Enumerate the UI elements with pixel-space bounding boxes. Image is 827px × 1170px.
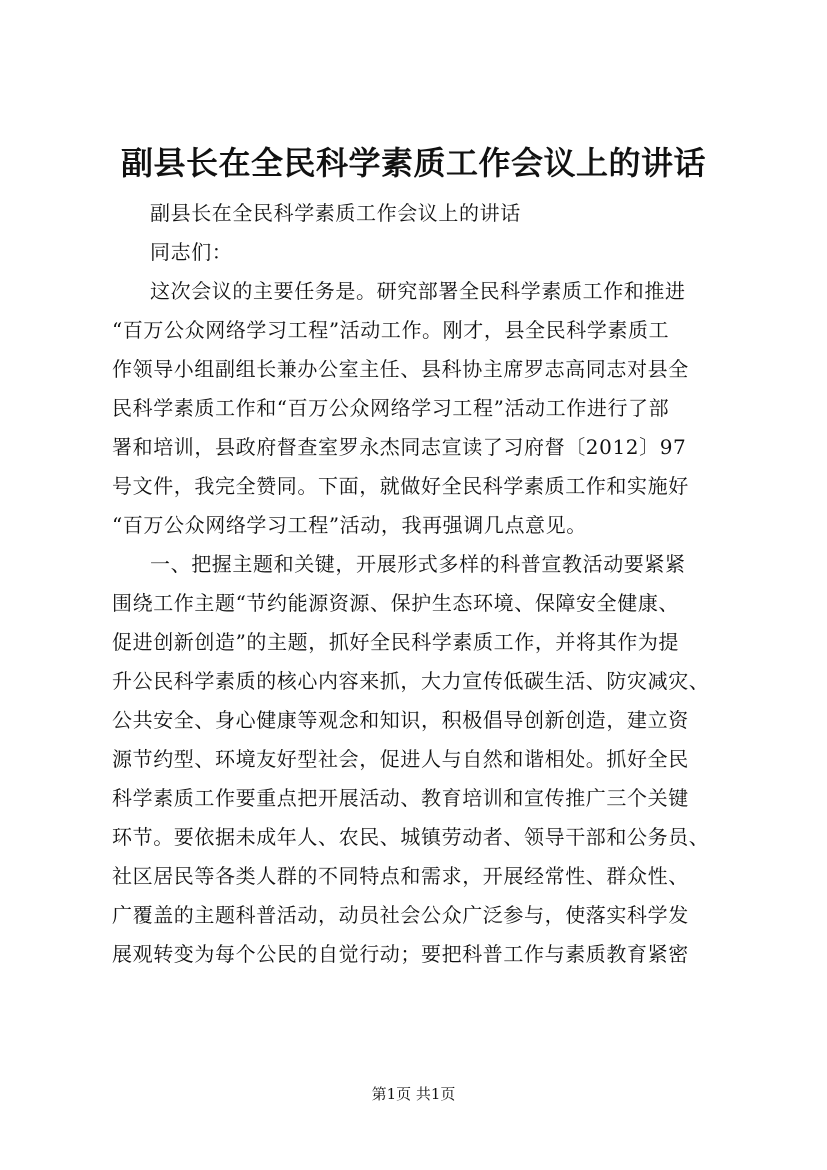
paragraph-line: 作领导小组副组长兼办公室主任、县科协主席罗志高同志对县全	[112, 357, 689, 381]
salutation-line: 同志们：	[150, 240, 233, 264]
paragraph-line: 署和培训，县政府督查室罗永杰同志宣读了习府督〔2012〕97	[112, 435, 687, 459]
paragraph-line: “百万公众网络学习工程”活动工作。刚才，县全民科学素质工	[112, 318, 670, 342]
paragraph-line: “百万公众网络学习工程”活动，我再强调几点意见。	[112, 513, 587, 537]
paragraph-line: 促进创新创造”的主题，抓好全民科学素质工作，并将其作为提	[112, 630, 680, 654]
page-number: 第1页 共1页	[371, 1085, 456, 1103]
paragraph-line: 科学素质工作要重点把开展活动、教育培训和宣传推广三个关键	[112, 786, 689, 810]
paragraph-line: 号文件，我完全赞同。下面，就做好全民科学素质工作和实施好	[112, 474, 689, 498]
paragraph-line: 升公民科学素质的核心内容来抓，大力宣传低碳生活、防灾减灾、	[112, 669, 710, 693]
document-body	[112, 194, 740, 974]
paragraph-line: 这次会议的主要任务是。研究部署全民科学素质工作和推进	[150, 279, 686, 303]
paragraph-line: 民科学素质工作和“百万公众网络学习工程”活动工作进行了部	[112, 396, 670, 420]
page-footer	[0, 1083, 827, 1105]
paragraph-line: 围绕工作主题“节约能源资源、保护生态环境、保障安全健康、	[112, 591, 680, 615]
paragraph-line: 环节。要依据未成年人、农民、城镇劳动者、领导干部和公务员、	[112, 825, 710, 849]
paragraph-line: 展观转变为每个公民的自觉行动；要把科普工作与素质教育紧密	[112, 942, 689, 966]
paragraph-line: 社区居民等各类人群的不同特点和需求，开展经常性、群众性、	[112, 864, 689, 888]
paragraph-line: 广覆盖的主题科普活动，动员社会公众广泛参与，使落实科学发	[112, 903, 689, 927]
paragraph-line: 公共安全、身心健康等观念和知识，积极倡导创新创造，建立资	[112, 708, 689, 732]
paragraph-line: 一、把握主题和关键，开展形式多样的科普宣教活动要紧紧	[150, 552, 686, 576]
paragraph-line: 源节约型、环境友好型社会，促进人与自然和谐相处。抓好全民	[112, 747, 689, 771]
document-title: 副县长在全民科学素质工作会议上的讲话	[120, 144, 706, 182]
subtitle-line: 副县长在全民科学素质工作会议上的讲话	[150, 201, 521, 225]
